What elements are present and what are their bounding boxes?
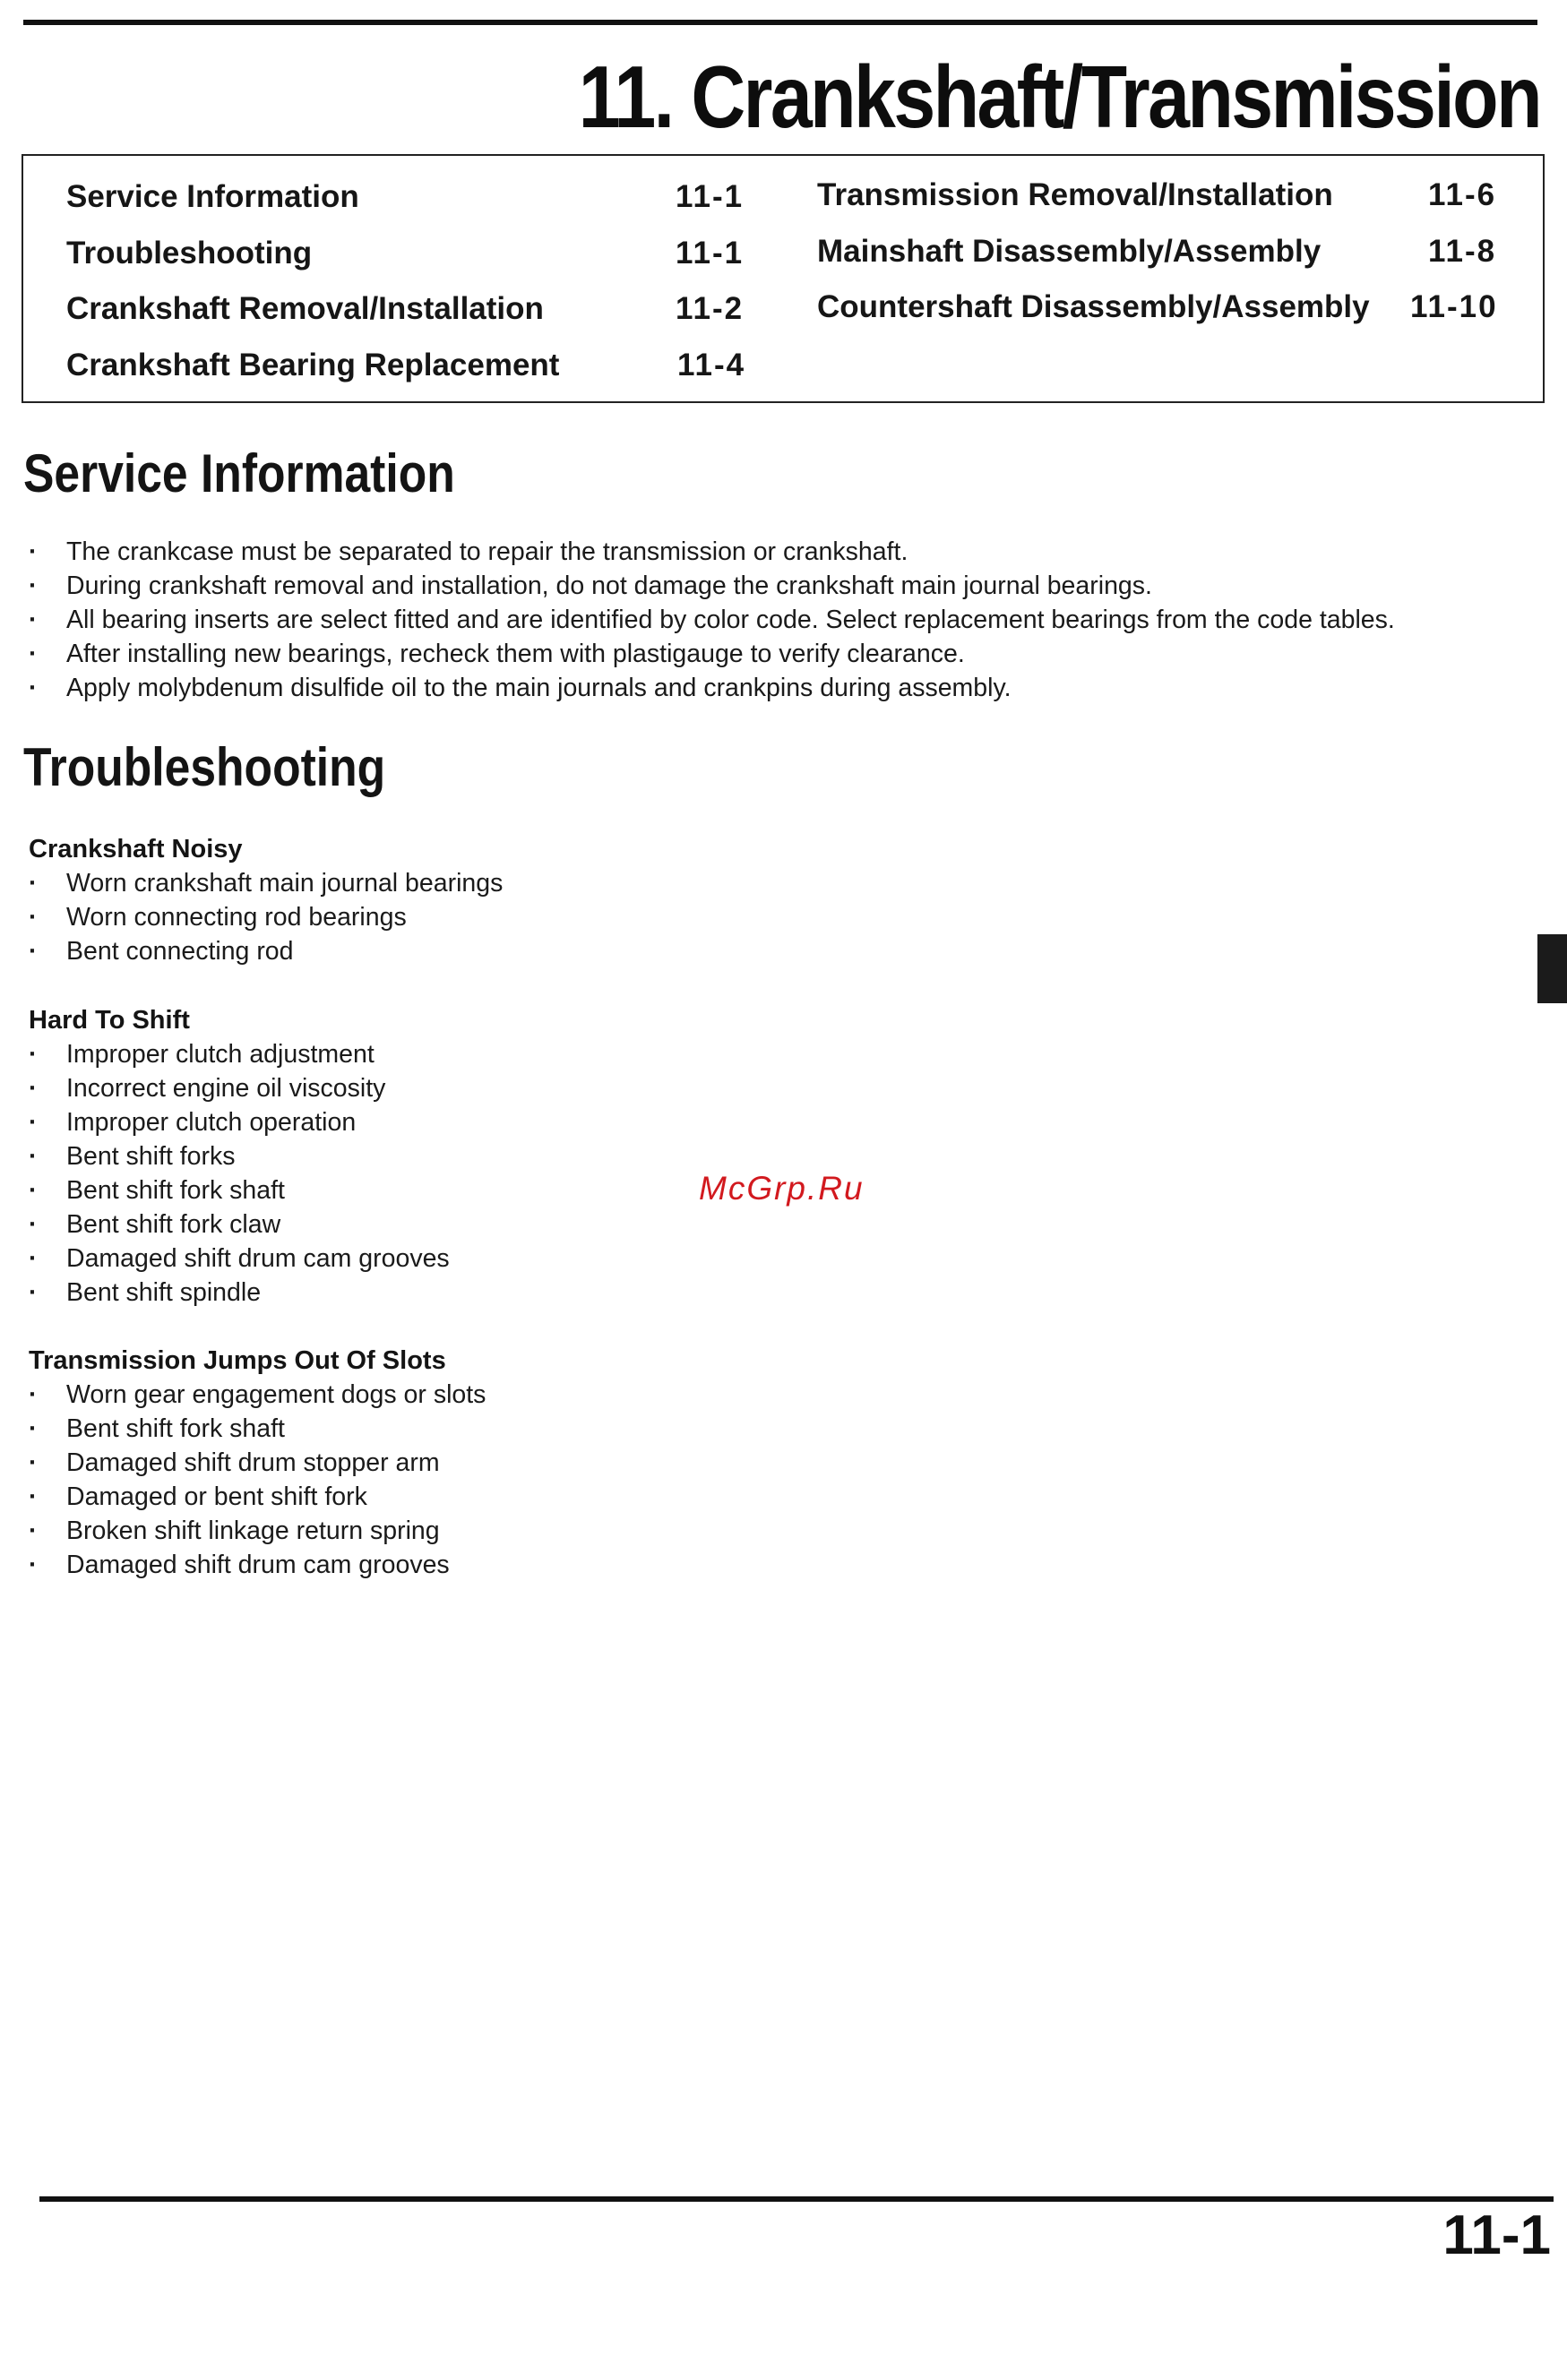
- list-item: · During crankshaft removal and installation, do not damage the crankshaft main journal bearings.: [27, 569, 1395, 603]
- list-item: · Apply molybdenum disulfide oil to the main journals and crankpins during assembly.: [27, 671, 1395, 705]
- service-information-heading: Service Information: [23, 443, 455, 503]
- toc-item-countershaft-disassembly-assembly[interactable]: Countershaft Disassembly/Assembly: [817, 289, 1370, 324]
- transmission-jumps-heading: Transmission Jumps Out Of Slots: [29, 1346, 446, 1375]
- list-item: · Bent shift fork shaft: [27, 1173, 450, 1207]
- top-rule: [23, 20, 1537, 25]
- table-of-contents: [22, 154, 1545, 403]
- list-item: · Bent shift fork claw: [27, 1207, 450, 1242]
- toc-page-number[interactable]: 11-10: [1410, 289, 1498, 324]
- toc-item-mainshaft-disassembly-assembly[interactable]: Mainshaft Disassembly/Assembly: [817, 234, 1322, 269]
- list-item: · Improper clutch operation: [27, 1105, 450, 1139]
- list-item: · After installing new bearings, recheck them with plastigauge to verify clearance.: [27, 637, 1395, 671]
- toc-page-number[interactable]: 11-1: [676, 236, 745, 271]
- watermark: McGrp.Ru: [699, 1170, 865, 1207]
- list-item: · Worn gear engagement dogs or slots: [27, 1378, 486, 1412]
- toc-page-number[interactable]: 11-2: [676, 291, 745, 326]
- list-item: · The crankcase must be separated to repair the transmission or crankshaft.: [27, 535, 1395, 569]
- list-item: · Bent shift spindle: [27, 1276, 450, 1310]
- toc-item-troubleshooting[interactable]: Troubleshooting: [66, 236, 313, 271]
- list-item: · Worn crankshaft main journal bearings: [27, 866, 503, 900]
- crankshaft-noisy-list: [27, 866, 503, 968]
- list-item: · Incorrect engine oil viscosity: [27, 1071, 450, 1105]
- toc-page-number[interactable]: 11-8: [1428, 234, 1497, 269]
- transmission-jumps-list: [27, 1378, 486, 1582]
- list-item: · Worn connecting rod bearings: [27, 900, 503, 934]
- list-item: · Broken shift linkage return spring: [27, 1514, 486, 1548]
- toc-item-crankshaft-removal-installation[interactable]: Crankshaft Removal/Installation: [66, 291, 544, 326]
- chapter-thumb-tab: [1537, 934, 1567, 1003]
- page-number: 11-1: [1442, 2204, 1551, 2266]
- service-information-list: [27, 535, 1395, 705]
- hard-to-shift-heading: Hard To Shift: [29, 1006, 190, 1035]
- list-item: · Bent connecting rod: [27, 934, 503, 968]
- list-item: · Damaged or bent shift fork: [27, 1480, 486, 1514]
- list-item: · Damaged shift drum stopper arm: [27, 1446, 486, 1480]
- troubleshooting-heading: Troubleshooting: [23, 737, 386, 797]
- list-item: · Damaged shift drum cam grooves: [27, 1242, 450, 1276]
- list-item: · Bent shift fork shaft: [27, 1412, 486, 1446]
- list-item: · Bent shift forks: [27, 1139, 450, 1173]
- toc-item-crankshaft-bearing-replacement[interactable]: Crankshaft Bearing Replacement: [66, 348, 560, 382]
- toc-page-number[interactable]: 11-1: [676, 179, 745, 214]
- toc-item-transmission-removal-installation[interactable]: Transmission Removal/Installation: [817, 177, 1333, 212]
- crankshaft-noisy-heading: Crankshaft Noisy: [29, 835, 243, 864]
- toc-item-service-information[interactable]: Service Information: [66, 179, 359, 214]
- chapter-title: 11. Crankshaft/Transmission: [578, 47, 1540, 146]
- list-item: · Improper clutch adjustment: [27, 1037, 450, 1071]
- list-item: · Damaged shift drum cam grooves: [27, 1548, 486, 1582]
- toc-page-number[interactable]: 11-4: [677, 348, 746, 382]
- hard-to-shift-list: [27, 1037, 450, 1310]
- toc-page-number[interactable]: 11-6: [1428, 177, 1497, 212]
- bottom-rule: [39, 2196, 1554, 2202]
- list-item: · All bearing inserts are select fitted and are identified by color code. Select replacement bearings from the code tables.: [27, 603, 1395, 637]
